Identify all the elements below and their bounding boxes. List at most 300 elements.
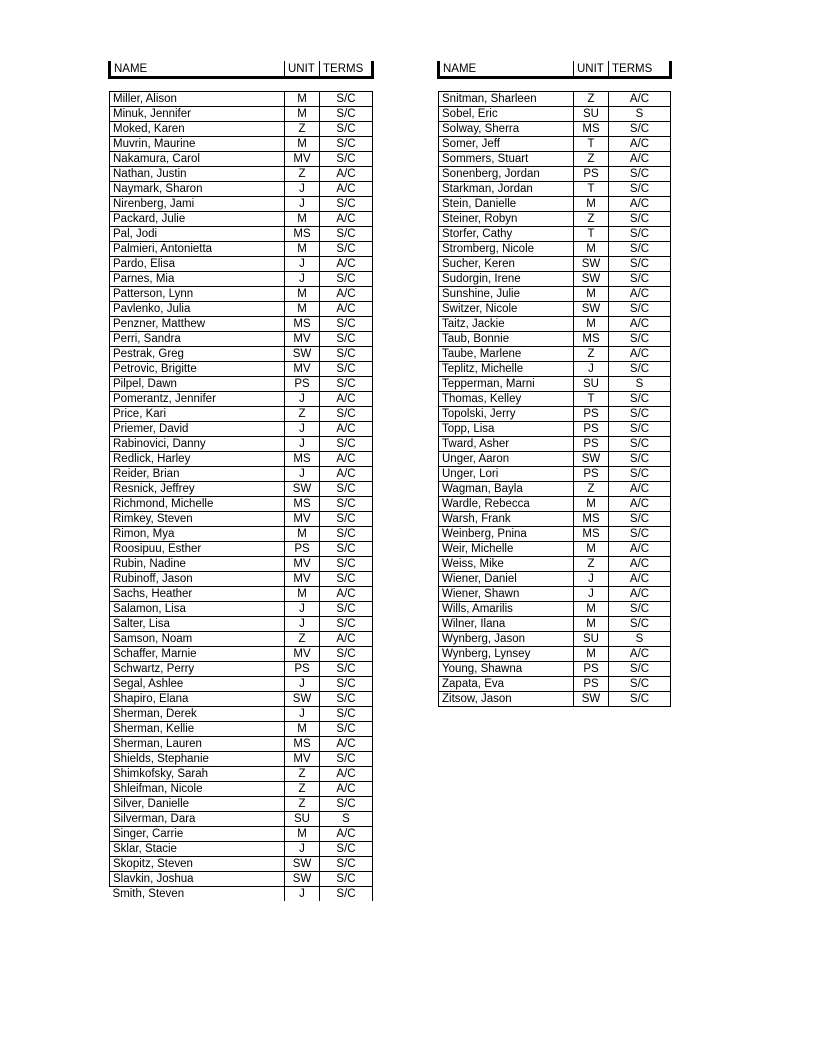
unit-cell: M xyxy=(285,242,320,257)
terms-cell: A/C xyxy=(320,452,373,467)
table-row xyxy=(439,587,671,602)
table-row xyxy=(439,437,671,452)
terms-cell: S/C xyxy=(609,422,671,437)
name-cell: Shields, Stephanie xyxy=(110,752,285,767)
table-row xyxy=(110,647,373,662)
unit-cell: PS xyxy=(285,377,320,392)
unit-cell: J xyxy=(285,602,320,617)
terms-cell: S/C xyxy=(609,677,671,692)
terms-cell: S/C xyxy=(320,377,373,392)
terms-cell: S/C xyxy=(320,617,373,632)
terms-cell: A/C xyxy=(320,392,373,407)
table-row xyxy=(110,317,373,332)
table-row xyxy=(110,392,373,407)
unit-cell: SW xyxy=(285,692,320,707)
terms-cell: S/C xyxy=(609,212,671,227)
table-row xyxy=(439,497,671,512)
table-row xyxy=(110,662,373,677)
terms-cell: A/C xyxy=(609,497,671,512)
terms-cell: S/C xyxy=(320,317,373,332)
unit-cell: Z xyxy=(574,482,609,497)
name-cell: Slavkin, Joshua xyxy=(110,872,285,887)
name-cell: Reider, Brian xyxy=(110,467,285,482)
terms-cell: S/C xyxy=(320,497,373,512)
terms-cell: S/C xyxy=(609,272,671,287)
name-cell: Shimkofsky, Sarah xyxy=(110,767,285,782)
name-cell: Young, Shawna xyxy=(439,662,574,677)
name-cell: Sherman, Derek xyxy=(110,707,285,722)
terms-cell: S/C xyxy=(609,227,671,242)
name-cell: Skopitz, Steven xyxy=(110,857,285,872)
name-cell: Palmieri, Antonietta xyxy=(110,242,285,257)
header-row xyxy=(110,61,373,78)
name-cell: Topp, Lisa xyxy=(439,422,574,437)
terms-cell: S/C xyxy=(320,347,373,362)
unit-cell: M xyxy=(285,287,320,302)
terms-cell: S/C xyxy=(320,842,373,857)
name-cell: Pardo, Elisa xyxy=(110,257,285,272)
name-cell: Zapata, Eva xyxy=(439,677,574,692)
name-cell: Silver, Danielle xyxy=(110,797,285,812)
unit-cell: Z xyxy=(285,782,320,797)
table-row xyxy=(110,602,373,617)
unit-cell: MS xyxy=(285,737,320,752)
name-cell: Tepperman, Marni xyxy=(439,377,574,392)
table-row xyxy=(439,662,671,677)
terms-cell: A/C xyxy=(609,587,671,602)
terms-cell: S/C xyxy=(320,92,373,107)
name-cell: Naymark, Sharon xyxy=(110,182,285,197)
unit-cell: M xyxy=(574,197,609,212)
unit-cell: M xyxy=(285,587,320,602)
unit-cell: MS xyxy=(285,317,320,332)
name-cell: Schwartz, Perry xyxy=(110,662,285,677)
unit-cell: T xyxy=(574,227,609,242)
terms-cell: A/C xyxy=(320,467,373,482)
name-cell: Rimon, Mya xyxy=(110,527,285,542)
terms-cell: S/C xyxy=(320,272,373,287)
table-row xyxy=(439,347,671,362)
terms-cell: S xyxy=(609,632,671,647)
terms-cell: S/C xyxy=(320,752,373,767)
terms-cell: S/C xyxy=(609,182,671,197)
table-row xyxy=(110,362,373,377)
unit-cell: SW xyxy=(574,452,609,467)
table-row xyxy=(439,242,671,257)
name-header: NAME xyxy=(439,61,574,78)
table-row xyxy=(110,512,373,527)
terms-cell: S/C xyxy=(320,857,373,872)
name-cell: Sherman, Lauren xyxy=(110,737,285,752)
name-cell: Wiener, Shawn xyxy=(439,587,574,602)
table-row xyxy=(110,827,373,842)
unit-cell: Z xyxy=(574,557,609,572)
name-cell: Perri, Sandra xyxy=(110,332,285,347)
table-row xyxy=(110,137,373,152)
terms-cell: S/C xyxy=(320,512,373,527)
table-row xyxy=(110,377,373,392)
unit-cell: SW xyxy=(285,347,320,362)
table-row xyxy=(439,647,671,662)
table-row xyxy=(439,407,671,422)
name-cell: Taube, Marlene xyxy=(439,347,574,362)
terms-cell: A/C xyxy=(609,197,671,212)
name-cell: Segal, Ashlee xyxy=(110,677,285,692)
name-cell: Shleifman, Nicole xyxy=(110,782,285,797)
unit-cell: J xyxy=(574,587,609,602)
header-row xyxy=(439,61,671,78)
unit-cell: Z xyxy=(574,152,609,167)
roster-body-right xyxy=(439,92,671,707)
name-cell: Snitman, Sharleen xyxy=(439,92,574,107)
name-cell: Miller, Alison xyxy=(110,92,285,107)
name-cell: Stromberg, Nicole xyxy=(439,242,574,257)
table-row xyxy=(110,452,373,467)
terms-cell: S/C xyxy=(609,452,671,467)
table-row xyxy=(439,527,671,542)
name-cell: Somer, Jeff xyxy=(439,137,574,152)
table-row xyxy=(110,887,373,902)
terms-cell: S/C xyxy=(320,107,373,122)
table-row xyxy=(110,587,373,602)
table-row xyxy=(439,572,671,587)
terms-cell: S/C xyxy=(609,257,671,272)
name-cell: Zitsow, Jason xyxy=(439,692,574,707)
name-cell: Wynberg, Lynsey xyxy=(439,647,574,662)
unit-cell: Z xyxy=(285,122,320,137)
terms-cell: S/C xyxy=(320,437,373,452)
terms-cell: S/C xyxy=(320,557,373,572)
unit-cell: MV xyxy=(285,557,320,572)
terms-cell: A/C xyxy=(609,137,671,152)
terms-cell: S/C xyxy=(320,122,373,137)
name-cell: Wilner, Ilana xyxy=(439,617,574,632)
name-cell: Smith, Steven xyxy=(110,887,285,902)
name-cell: Sommers, Stuart xyxy=(439,152,574,167)
roster-table-left xyxy=(108,61,374,901)
name-cell: Wiener, Daniel xyxy=(439,572,574,587)
unit-cell: M xyxy=(574,287,609,302)
table-row xyxy=(439,557,671,572)
unit-cell: MS xyxy=(574,332,609,347)
table-row xyxy=(110,812,373,827)
unit-cell: M xyxy=(574,497,609,512)
unit-cell: T xyxy=(574,182,609,197)
terms-cell: S xyxy=(609,377,671,392)
terms-cell: S/C xyxy=(609,692,671,707)
name-cell: Minuk, Jennifer xyxy=(110,107,285,122)
name-cell: Sklar, Stacie xyxy=(110,842,285,857)
terms-cell: S/C xyxy=(320,362,373,377)
name-cell: Rimkey, Steven xyxy=(110,512,285,527)
terms-cell: S/C xyxy=(320,887,373,902)
name-cell: Weiss, Mike xyxy=(439,557,574,572)
unit-cell: M xyxy=(574,317,609,332)
name-cell: Rubinoff, Jason xyxy=(110,572,285,587)
name-cell: Patterson, Lynn xyxy=(110,287,285,302)
name-cell: Roosipuu, Esther xyxy=(110,542,285,557)
unit-cell: M xyxy=(285,137,320,152)
unit-cell: PS xyxy=(574,467,609,482)
unit-cell: SW xyxy=(285,872,320,887)
table-row xyxy=(110,632,373,647)
roster-body-left xyxy=(110,92,373,902)
table-row xyxy=(110,302,373,317)
name-cell: Unger, Aaron xyxy=(439,452,574,467)
terms-cell: A/C xyxy=(609,647,671,662)
table-row xyxy=(439,392,671,407)
terms-cell: A/C xyxy=(609,542,671,557)
terms-cell: A/C xyxy=(320,632,373,647)
unit-cell: J xyxy=(285,887,320,902)
terms-cell: A/C xyxy=(609,557,671,572)
name-cell: Nathan, Justin xyxy=(110,167,285,182)
name-cell: Teplitz, Michelle xyxy=(439,362,574,377)
table-row xyxy=(439,152,671,167)
terms-cell: S/C xyxy=(609,437,671,452)
terms-cell: A/C xyxy=(320,257,373,272)
name-cell: Taitz, Jackie xyxy=(439,317,574,332)
unit-cell: J xyxy=(285,707,320,722)
unit-cell: M xyxy=(285,212,320,227)
unit-cell: MS xyxy=(574,512,609,527)
name-cell: Nirenberg, Jami xyxy=(110,197,285,212)
name-cell: Taub, Bonnie xyxy=(439,332,574,347)
table-row xyxy=(110,257,373,272)
unit-cell: T xyxy=(574,392,609,407)
name-cell: Wardle, Rebecca xyxy=(439,497,574,512)
unit-cell: MV xyxy=(285,572,320,587)
terms-cell: S/C xyxy=(320,797,373,812)
table-row xyxy=(439,377,671,392)
unit-cell: SU xyxy=(285,812,320,827)
terms-cell: S/C xyxy=(609,122,671,137)
unit-cell: J xyxy=(285,437,320,452)
terms-cell: S/C xyxy=(609,362,671,377)
table-row xyxy=(439,107,671,122)
terms-cell: S/C xyxy=(609,467,671,482)
table-row xyxy=(110,92,373,107)
unit-cell: M xyxy=(285,827,320,842)
unit-cell: SU xyxy=(574,377,609,392)
terms-cell: S/C xyxy=(609,242,671,257)
terms-cell: S/C xyxy=(609,662,671,677)
table-row xyxy=(110,482,373,497)
unit-cell: Z xyxy=(574,92,609,107)
table-row xyxy=(110,122,373,137)
table-row xyxy=(110,272,373,287)
table-row xyxy=(439,677,671,692)
table-row xyxy=(439,182,671,197)
table-row xyxy=(439,362,671,377)
name-cell: Warsh, Frank xyxy=(439,512,574,527)
table-row xyxy=(110,212,373,227)
terms-cell: A/C xyxy=(320,167,373,182)
unit-cell: M xyxy=(285,722,320,737)
unit-cell: J xyxy=(285,842,320,857)
table-row xyxy=(110,692,373,707)
terms-cell: S/C xyxy=(320,542,373,557)
terms-cell: S/C xyxy=(609,332,671,347)
terms-cell: S/C xyxy=(320,227,373,242)
name-cell: Weinberg, Pnina xyxy=(439,527,574,542)
table-row xyxy=(439,257,671,272)
table-row xyxy=(439,227,671,242)
name-cell: Salter, Lisa xyxy=(110,617,285,632)
name-cell: Singer, Carrie xyxy=(110,827,285,842)
name-cell: Salamon, Lisa xyxy=(110,602,285,617)
unit-cell: M xyxy=(574,242,609,257)
name-cell: Weir, Michelle xyxy=(439,542,574,557)
table-row xyxy=(110,347,373,362)
unit-cell: M xyxy=(574,542,609,557)
terms-cell: S/C xyxy=(609,602,671,617)
name-cell: Sunshine, Julie xyxy=(439,287,574,302)
table-row xyxy=(110,467,373,482)
name-cell: Shapiro, Elana xyxy=(110,692,285,707)
terms-cell: A/C xyxy=(320,782,373,797)
terms-cell: A/C xyxy=(320,182,373,197)
unit-cell: Z xyxy=(285,767,320,782)
terms-cell: S/C xyxy=(320,602,373,617)
unit-cell: MV xyxy=(285,362,320,377)
unit-cell: J xyxy=(285,677,320,692)
name-cell: Sobel, Eric xyxy=(439,107,574,122)
table-row xyxy=(439,92,671,107)
table-row xyxy=(110,242,373,257)
table-row xyxy=(110,182,373,197)
name-cell: Richmond, Michelle xyxy=(110,497,285,512)
table-row xyxy=(439,632,671,647)
terms-cell: A/C xyxy=(609,572,671,587)
unit-cell: PS xyxy=(574,662,609,677)
terms-cell: A/C xyxy=(320,767,373,782)
terms-cell: S/C xyxy=(320,527,373,542)
table-row xyxy=(439,542,671,557)
table-row xyxy=(439,512,671,527)
table-row xyxy=(110,542,373,557)
unit-cell: M xyxy=(285,92,320,107)
name-cell: Samson, Noam xyxy=(110,632,285,647)
unit-cell: M xyxy=(285,302,320,317)
terms-cell: A/C xyxy=(320,287,373,302)
terms-cell: S/C xyxy=(320,722,373,737)
name-cell: Packard, Julie xyxy=(110,212,285,227)
unit-cell: J xyxy=(285,467,320,482)
name-cell: Price, Kari xyxy=(110,407,285,422)
terms-cell: A/C xyxy=(320,302,373,317)
unit-header: UNIT xyxy=(285,61,320,78)
terms-cell: S/C xyxy=(320,647,373,662)
terms-cell: S/C xyxy=(320,242,373,257)
name-cell: Pilpel, Dawn xyxy=(110,377,285,392)
terms-cell: S/C xyxy=(320,677,373,692)
unit-cell: SU xyxy=(574,632,609,647)
unit-header: UNIT xyxy=(574,61,609,78)
name-cell: Steiner, Robyn xyxy=(439,212,574,227)
unit-cell: MV xyxy=(285,152,320,167)
unit-cell: SW xyxy=(574,692,609,707)
unit-cell: PS xyxy=(285,662,320,677)
unit-cell: M xyxy=(285,527,320,542)
table-row xyxy=(110,557,373,572)
table-row xyxy=(110,107,373,122)
terms-cell: S/C xyxy=(320,572,373,587)
table-row xyxy=(110,407,373,422)
table-row xyxy=(110,527,373,542)
name-cell: Wynberg, Jason xyxy=(439,632,574,647)
terms-cell: S/C xyxy=(320,692,373,707)
name-cell: Thomas, Kelley xyxy=(439,392,574,407)
terms-cell: S/C xyxy=(320,872,373,887)
terms-cell: S/C xyxy=(609,167,671,182)
unit-cell: SU xyxy=(574,107,609,122)
table-row xyxy=(439,302,671,317)
unit-cell: M xyxy=(285,107,320,122)
unit-cell: SW xyxy=(574,302,609,317)
table-row xyxy=(110,767,373,782)
table-row xyxy=(439,332,671,347)
name-cell: Sachs, Heather xyxy=(110,587,285,602)
terms-cell: S/C xyxy=(320,707,373,722)
unit-cell: J xyxy=(285,617,320,632)
name-cell: Tward, Asher xyxy=(439,437,574,452)
unit-cell: J xyxy=(285,272,320,287)
table-row xyxy=(110,197,373,212)
table-row xyxy=(439,212,671,227)
unit-cell: MV xyxy=(285,332,320,347)
name-cell: Wagman, Bayla xyxy=(439,482,574,497)
table-row xyxy=(110,857,373,872)
unit-cell: M xyxy=(574,602,609,617)
name-cell: Pomerantz, Jennifer xyxy=(110,392,285,407)
name-cell: Storfer, Cathy xyxy=(439,227,574,242)
unit-cell: J xyxy=(285,197,320,212)
unit-cell: Z xyxy=(285,797,320,812)
name-cell: Sucher, Keren xyxy=(439,257,574,272)
unit-cell: J xyxy=(285,257,320,272)
terms-cell: S xyxy=(609,107,671,122)
table-row xyxy=(439,287,671,302)
unit-cell: MV xyxy=(285,512,320,527)
table-row xyxy=(110,227,373,242)
name-cell: Rabinovici, Danny xyxy=(110,437,285,452)
table-row xyxy=(439,617,671,632)
unit-cell: MS xyxy=(285,227,320,242)
name-cell: Sonenberg, Jordan xyxy=(439,167,574,182)
table-row xyxy=(439,122,671,137)
unit-cell: PS xyxy=(574,167,609,182)
name-cell: Solway, Sherra xyxy=(439,122,574,137)
terms-cell: S/C xyxy=(320,332,373,347)
table-row xyxy=(110,152,373,167)
unit-cell: J xyxy=(285,182,320,197)
table-row xyxy=(110,677,373,692)
unit-cell: MV xyxy=(285,647,320,662)
table-row xyxy=(110,572,373,587)
terms-cell: S/C xyxy=(609,527,671,542)
unit-cell: PS xyxy=(285,542,320,557)
unit-cell: MV xyxy=(285,752,320,767)
name-cell: Topolski, Jerry xyxy=(439,407,574,422)
table-row xyxy=(439,272,671,287)
name-cell: Penzner, Matthew xyxy=(110,317,285,332)
name-cell: Sherman, Kellie xyxy=(110,722,285,737)
name-cell: Pestrak, Greg xyxy=(110,347,285,362)
terms-cell: S/C xyxy=(320,662,373,677)
table-row xyxy=(110,737,373,752)
unit-cell: J xyxy=(574,572,609,587)
